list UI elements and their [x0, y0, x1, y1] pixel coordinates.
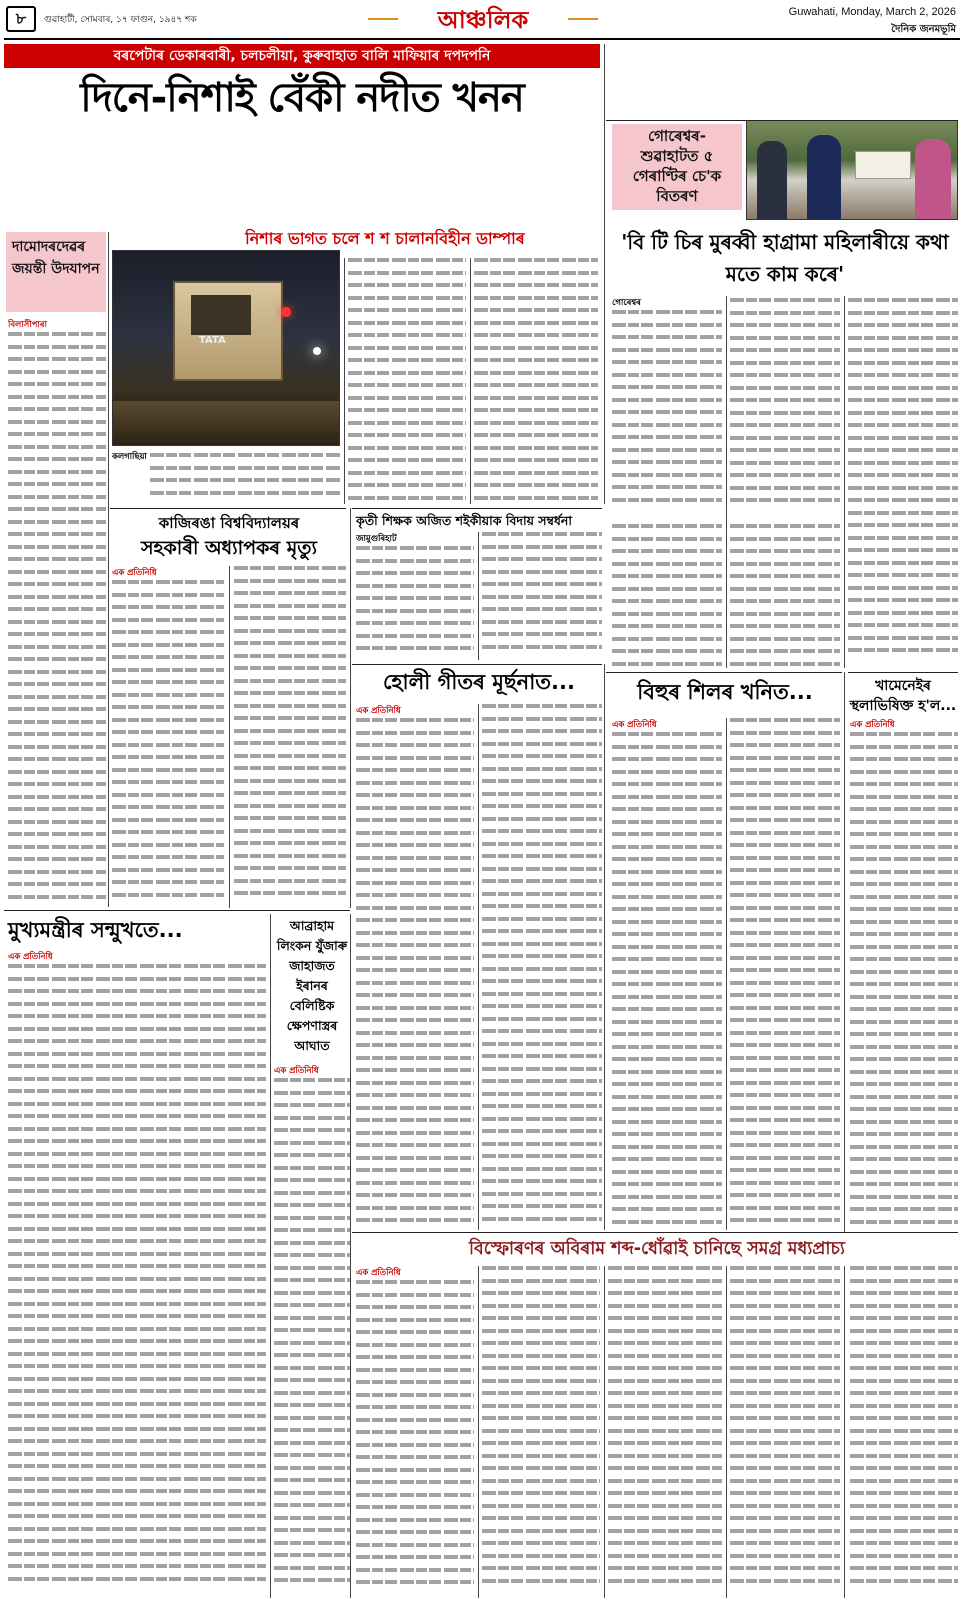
masthead-logo-panel [368, 4, 598, 38]
lead-headline: দিনে-নিশাই বেঁকী নদীত খনন [80, 75, 524, 121]
cm-title: মুখ্যমন্ত্ৰীৰ সন্মুখতে... [8, 918, 183, 942]
middle-east-byline: এক প্ৰতিনিধি [356, 1267, 401, 1277]
holi-text-col2 [482, 704, 602, 1230]
bihu-text-col1 [612, 732, 722, 1230]
damodar-dateline: বিলাসীপাৰা [8, 319, 47, 329]
damodar-text [8, 332, 106, 906]
lead-subhead: নিশাৰ ভাগত চলে শ শ চালানবিহীন ডাম্পাৰ [245, 229, 525, 248]
gorakhpur-dateline: গোৰেশ্বৰ [612, 297, 641, 307]
section-logo: আঞ্চলিক [437, 6, 529, 34]
gorakhpur-text-col2 [730, 298, 840, 506]
cm-text [8, 964, 266, 1600]
middle-east-text-col2 [482, 1266, 600, 1598]
kaziranga-byline: এক প্ৰতিনিধি [112, 567, 157, 577]
bihu-text-col2 [730, 718, 840, 1230]
teacher-text-col2 [482, 532, 602, 660]
middle-east-text-col3 [608, 1266, 722, 1598]
gorakhpur-title-box [612, 124, 742, 210]
gorakhpur-quote: 'বি টি চিৰ মুৰব্বী হাগ্ৰামা মহিলাৰীয়ে কথা মতে কাম কৰে' [621, 230, 949, 286]
teacher-text-col1 [356, 546, 474, 660]
lincoln-title: আব্ৰাহাম লিংকন যুঁজাৰু জাহাজত ইৰানৰ বেলিষ্টিক ক্ষেপণাস্ত্ৰৰ আঘাত [276, 918, 348, 1053]
teacher-dateline: জামুগুৰিহাট [356, 533, 397, 543]
middle-east-title: বিস্ফোৰণৰ অবিৰাম শব্দ-ধোঁৱাই চানিছে সমগ্ৰ মধ্যপ্ৰাচ্য [469, 1239, 845, 1259]
gorakhpur-text-col2b [730, 524, 840, 668]
date-assamese: গুৱাহাটী, সোমবাৰ, ১৭ ফাগুন, ১৯৪৭ শক [44, 15, 197, 25]
damodar-title: দামোদৰদেৱৰ জয়ন্তী উদযাপন [12, 239, 100, 277]
masthead-rule [4, 38, 960, 40]
middle-east-text-col1 [356, 1280, 474, 1598]
caption-place: কলগাছিয়া [112, 451, 147, 461]
lead-kicker-bar [4, 44, 600, 68]
khamenei-title: খামেনেইৰ স্থলাভিষিক্ত হ'ল... [849, 678, 957, 714]
kaziranga-title-2: সহকাৰী অধ্যাপকৰ মৃত্যু [140, 537, 318, 559]
holi-text-col1 [356, 718, 474, 1230]
gorakhpur-photo [746, 120, 958, 220]
truck-brand: TATA [199, 335, 226, 346]
middle-east-text-col4 [730, 1266, 840, 1598]
gorakhpur-text-col3 [848, 298, 958, 668]
gorakhpur-title: গোৰেশ্বৰ- শুৱাহাটত ৫ গেৰাণ্টিৰ চে'ক বিতৰণ [632, 127, 722, 205]
page-number-box [6, 6, 36, 32]
cm-byline: এক প্ৰতিনিধি [8, 951, 53, 961]
gorakhpur-text-col1 [612, 310, 722, 506]
teacher-title: কৃতী শিক্ষক অজিত শইকীয়াক বিদায় সম্বৰ্ধনা [356, 513, 573, 528]
khamenei-byline: এক প্ৰতিনিধি [850, 719, 895, 729]
kaziranga-text-col2 [234, 566, 346, 908]
page-number: ৮ [15, 9, 27, 28]
lead-kicker: বৰপেটাৰ ডেকাৰবাৰী, চলচলীয়া, কুৰুবাহাত বালি মাফিয়াৰ দপদপনি [113, 48, 491, 64]
holi-title: হোলী গীতৰ মূৰ্ছনাত... [383, 670, 575, 694]
kaziranga-title-1: কাজিৰঙা বিশ্ববিদ্যালয়ৰ [158, 514, 300, 532]
gorakhpur-text-col1b [612, 524, 722, 668]
holi-byline: এক প্ৰতিনিধি [356, 705, 401, 715]
kaziranga-text-col1 [112, 580, 224, 908]
middle-east-text-col5 [850, 1266, 958, 1598]
khamenei-text [850, 732, 958, 1230]
lead-photo-truck [112, 250, 340, 446]
paper-name: দৈনিক জনমভূমি [891, 24, 956, 35]
lincoln-text [274, 1078, 350, 1598]
bihu-byline: এক প্ৰতিনিধি [612, 719, 657, 729]
lead-text-col2 [474, 258, 598, 504]
bihu-title: বিহুৰ শিলৰ খনিত... [637, 680, 813, 704]
lead-caption-text [150, 453, 340, 503]
damodar-box [6, 232, 106, 312]
lincoln-byline: এক প্ৰতিনিধি [274, 1065, 319, 1075]
lead-text-col1 [348, 258, 466, 504]
date-english: Guwahati, Monday, March 2, 2026 [788, 6, 956, 18]
